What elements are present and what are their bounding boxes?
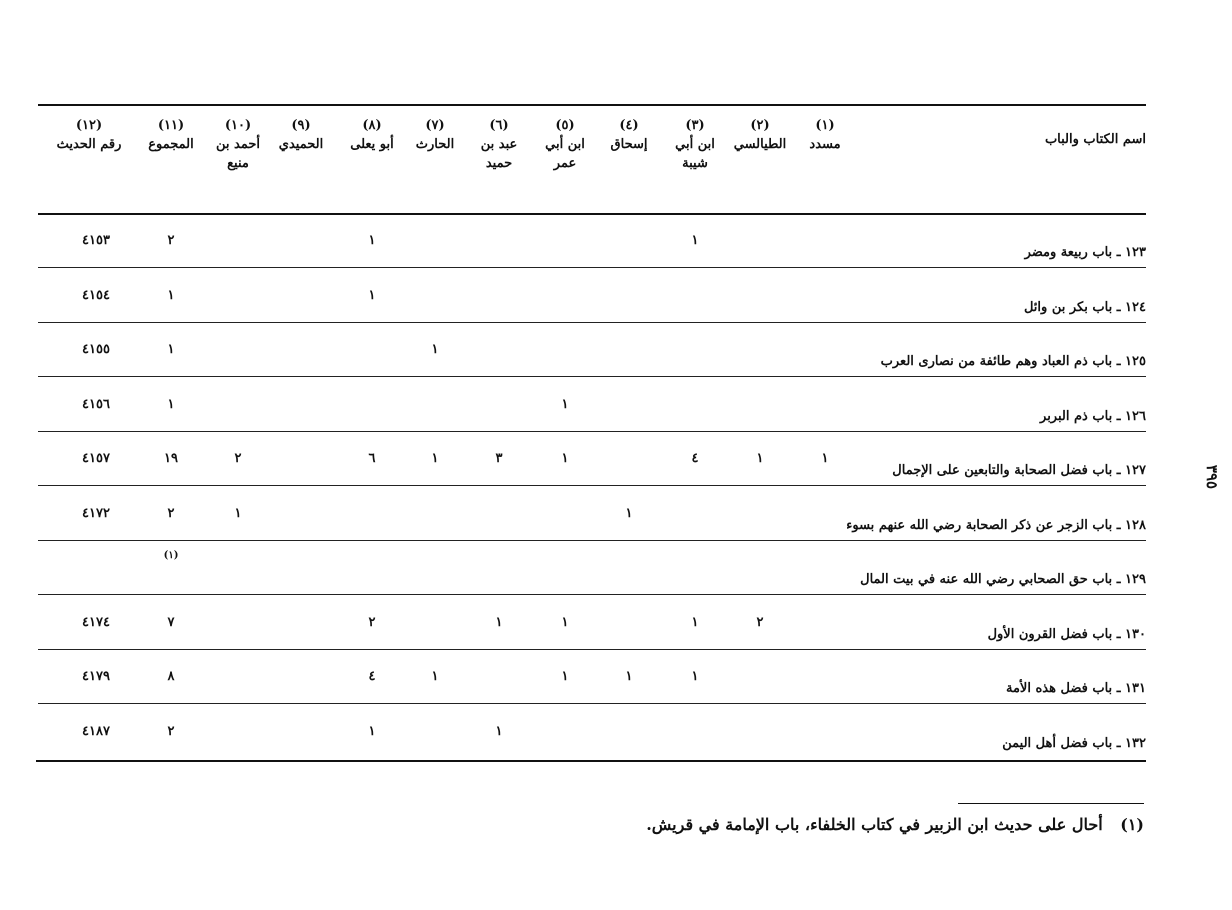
header-col-3: (٣) ابن أبي شيبة (675, 118, 715, 171)
row-cell-col-11: ٢ (167, 723, 175, 739)
header-col-2: (٢) الطيالسي (733, 118, 787, 152)
row-cell-col-8: ١ (368, 723, 376, 739)
header-col-5: (٥) ابن أبي عمر (545, 118, 585, 171)
row-chapter-name: ١٢٦ ـ باب ذم البربر (1040, 408, 1146, 424)
row-divider (38, 594, 1146, 595)
header-book-chapter-name: اسم الكتاب والباب (1044, 132, 1146, 147)
table-row (38, 379, 1146, 432)
side-page-number: ٣٩٥ (1203, 464, 1222, 490)
row-cell-col-4: ١ (625, 505, 633, 521)
row-divider (38, 322, 1146, 323)
row-cell-col-8: ٤ (368, 669, 376, 684)
row-cell-col-5: ١ (561, 614, 569, 630)
table-row (38, 651, 1146, 704)
row-cell-col-11: ٧ (167, 614, 175, 630)
row-cell-col-11: (١) (163, 550, 179, 561)
header-col-6: (٦) عبد بن حميد (480, 118, 518, 171)
header-col-4: (٤) إسحاق (610, 118, 648, 152)
row-cell-col-5: ١ (561, 396, 569, 412)
table-row (38, 270, 1146, 323)
row-divider (38, 267, 1146, 268)
row-cell-col-12: ٤١٧٩ (82, 669, 110, 684)
table-row (38, 324, 1146, 377)
row-cell-col-11: ١ (167, 287, 175, 303)
row-cell-col-12: ٤١٥٥ (82, 342, 110, 357)
row-divider (38, 485, 1146, 486)
row-cell-col-5: ١ (561, 669, 569, 684)
row-cell-col-4: ١ (625, 669, 633, 684)
header-col-8: (٨) أبو يعلى (350, 118, 394, 152)
row-cell-col-12: ٤١٨٧ (82, 723, 110, 739)
row-cell-col-3: ١ (691, 614, 699, 630)
table-row (38, 488, 1146, 541)
row-cell-col-8: ٦ (368, 451, 376, 466)
row-cell-col-12: ٤١٥٧ (82, 451, 110, 466)
row-divider (38, 649, 1146, 650)
row-chapter-name: ١٢٨ ـ باب الزجر عن ذكر الصحابة رضي الله عنهم بسوء (846, 517, 1146, 533)
row-cell-col-2: ١ (756, 451, 764, 466)
table-top-rule (38, 104, 1146, 106)
row-cell-col-3: ١ (691, 233, 699, 248)
footnote-text: أحال على حديث ابن الزبير في كتاب الخلفاء، باب الإمامة في قريش. (646, 815, 1103, 834)
row-chapter-name: ١٣٠ ـ باب فضل القرون الأول (987, 626, 1146, 642)
row-cell-col-12: ٤١٧٤ (82, 614, 110, 630)
row-cell-col-7: ١ (431, 451, 439, 466)
row-divider (38, 376, 1146, 377)
row-chapter-name: ١٢٤ ـ باب بكر بن وائل (1023, 299, 1146, 315)
header-col-12: (١٢) رقم الحديث (56, 118, 122, 152)
row-cell-col-11: ٢ (167, 505, 175, 521)
table-row (38, 706, 1146, 759)
footnote (646, 815, 1144, 834)
row-chapter-name: ١٣٢ ـ باب فضل أهل اليمن (1002, 735, 1146, 751)
row-cell-col-6: ١ (495, 723, 503, 739)
row-cell-col-11: ٢ (167, 233, 175, 248)
header-col-7: (٧) الحارث (415, 118, 455, 152)
row-cell-col-7: ١ (431, 342, 439, 357)
header-col-1: (١) مسدد (809, 118, 841, 152)
row-cell-col-12: ٤١٥٤ (82, 287, 110, 303)
row-cell-col-8: ١ (368, 233, 376, 248)
row-cell-col-11: ٨ (167, 669, 175, 684)
row-cell-col-10: ٢ (234, 451, 242, 466)
table-row (38, 542, 1146, 595)
header-col-10: (١٠) أحمد بن منيع (215, 118, 261, 171)
row-cell-col-1: ١ (821, 451, 829, 466)
row-cell-col-6: ١ (495, 614, 503, 630)
row-cell-col-3: ١ (691, 669, 699, 684)
header-col-11: (١١) المجموع (148, 118, 194, 152)
table-row (38, 433, 1146, 486)
table-row (38, 215, 1146, 268)
row-chapter-name: ١٢٥ ـ باب ذم العباد وهم طائفة من نصارى العرب (880, 354, 1146, 369)
row-chapter-name: ١٢٣ ـ باب ربيعة ومضر (1024, 245, 1146, 260)
row-cell-col-10: ١ (234, 505, 242, 521)
row-chapter-name: ١٢٩ ـ باب حق الصحابي رضي الله عنه في بيت المال (860, 572, 1146, 587)
row-cell-col-6: ٣ (495, 451, 503, 466)
row-cell-col-11: ١٩ (164, 451, 178, 466)
table-bottom-rule (36, 760, 1146, 762)
row-chapter-name: ١٣١ ـ باب فضل هذه الأمة (1006, 681, 1146, 696)
row-cell-col-7: ١ (431, 669, 439, 684)
row-divider (38, 540, 1146, 541)
row-cell-col-11: ١ (167, 396, 175, 412)
row-cell-col-5: ١ (561, 451, 569, 466)
row-cell-col-3: ٤ (691, 451, 699, 466)
row-cell-col-8: ٢ (368, 614, 376, 630)
table-row (38, 597, 1146, 650)
row-chapter-name: ١٢٧ ـ باب فضل الصحابة والتابعين على الإجمال (892, 463, 1146, 478)
row-cell-col-8: ١ (368, 287, 376, 303)
row-cell-col-12: ٤١٥٦ (82, 396, 110, 412)
row-cell-col-12: ٤١٧٢ (82, 505, 110, 521)
row-cell-col-2: ٢ (756, 614, 764, 630)
header-col-9: (٩) الحميدي (278, 118, 324, 152)
row-cell-col-12: ٤١٥٣ (82, 233, 110, 248)
footnote-rule (958, 803, 1144, 804)
table-header (38, 116, 1146, 206)
row-divider (38, 703, 1146, 704)
footnote-number: (١) (1120, 815, 1144, 834)
row-divider (38, 431, 1146, 432)
row-cell-col-11: ١ (167, 342, 175, 357)
